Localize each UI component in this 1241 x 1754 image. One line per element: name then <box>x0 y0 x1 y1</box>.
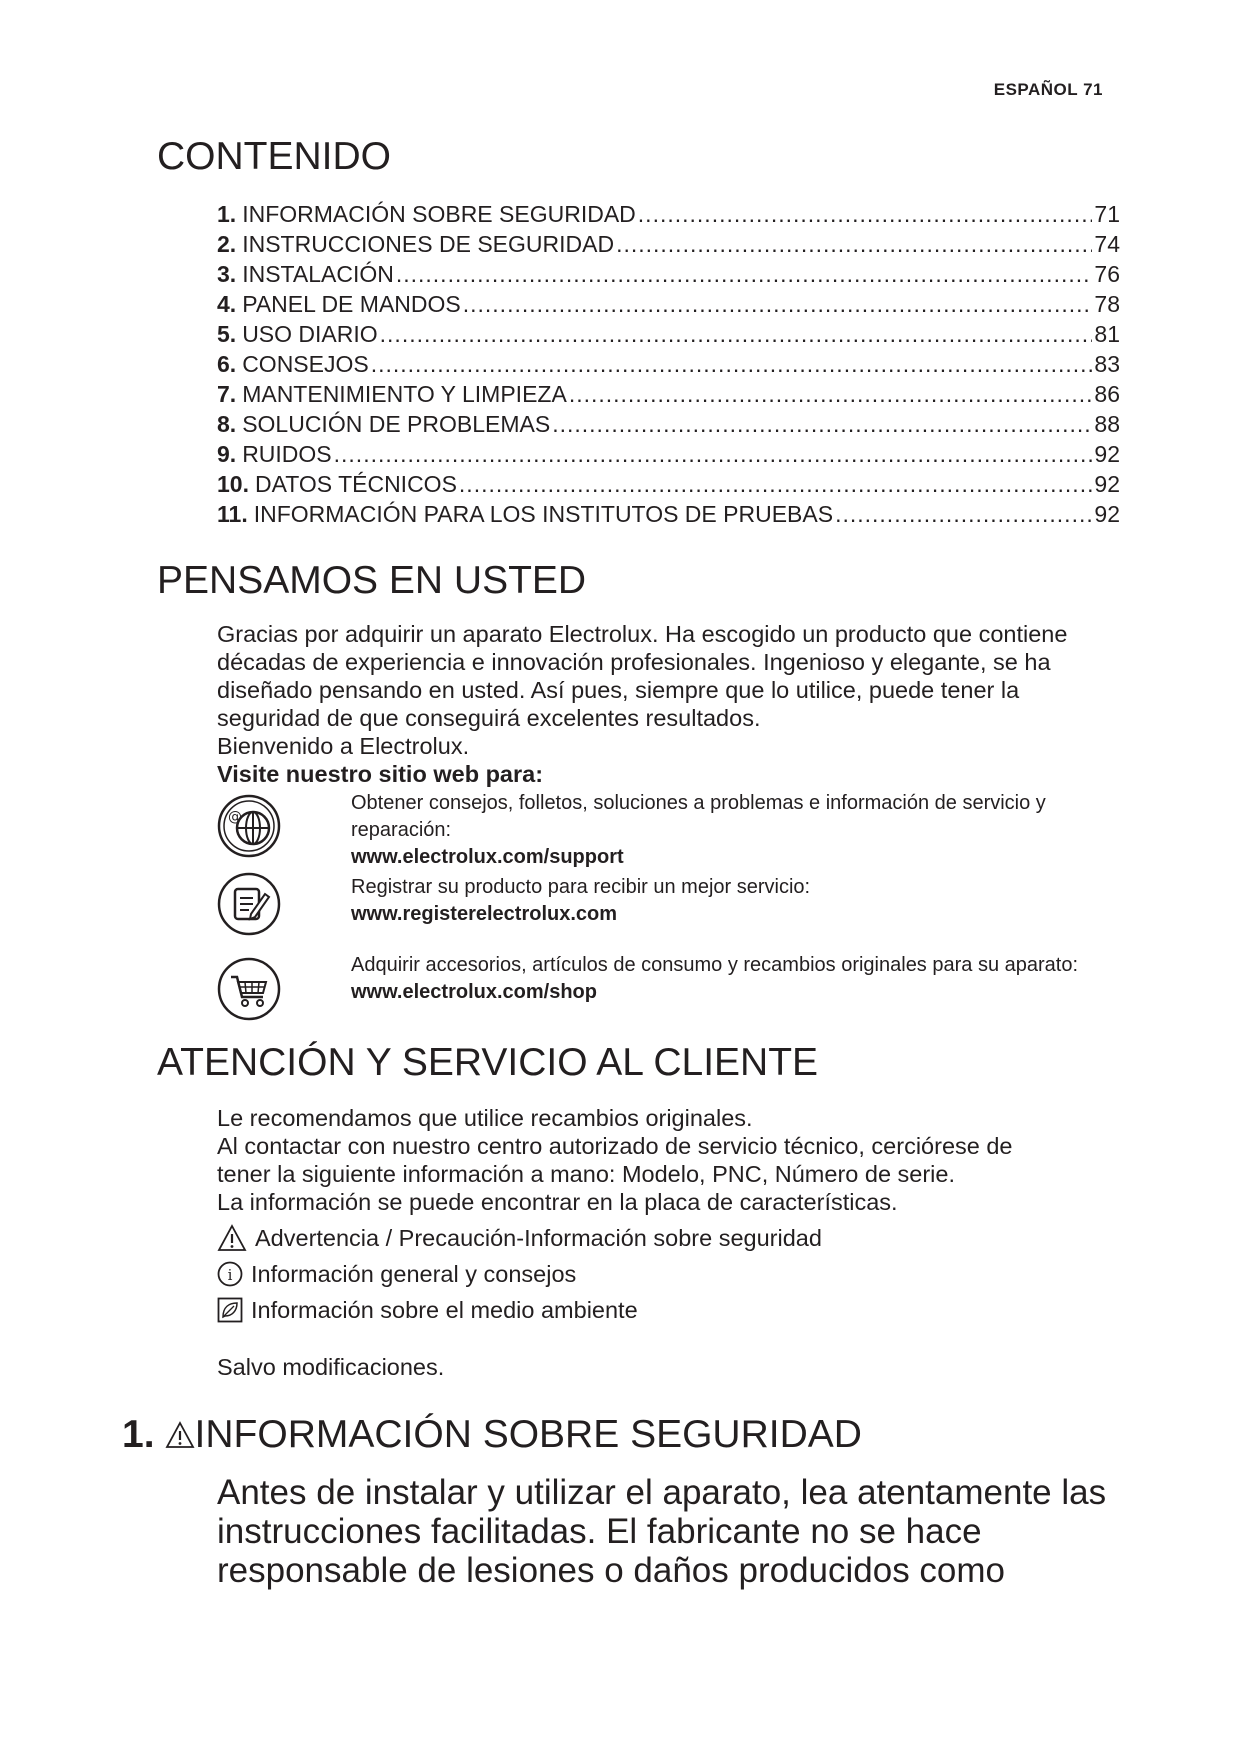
toc-item[interactable]: 3. INSTALACIÓN ..... 76 <box>217 259 1120 289</box>
safety-number: 1. <box>122 1413 155 1456</box>
warning-icon <box>217 1224 247 1252</box>
contents-title: CONTENIDO <box>157 135 391 178</box>
toc-item[interactable]: 4. PANEL DE MANDOS ..... 78 <box>217 289 1120 319</box>
note-text: Salvo modificaciones. <box>217 1354 445 1380</box>
toc-item[interactable]: 7. MANTENIMIENTO Y LIMPIEZA ..... 86 <box>217 379 1120 409</box>
legend-info: i Información general y consejos <box>217 1256 822 1292</box>
table-of-contents <box>217 199 1120 529</box>
symbol-legend <box>217 1220 822 1328</box>
cart-icon <box>217 957 281 1021</box>
support-link[interactable]: www.electrolux.com/support <box>351 846 624 868</box>
toc-item[interactable]: 8. SOLUCIÓN DE PROBLEMAS ..... 88 <box>217 409 1120 439</box>
warning-icon <box>165 1421 195 1449</box>
shop-link[interactable]: www.electrolux.com/shop <box>351 981 597 1003</box>
toc-item[interactable]: 11. INFORMACIÓN PARA LOS INSTITUTOS DE PRUEBAS ..... 92 <box>217 499 1120 529</box>
legend-warning: Advertencia / Precaución-Información sobre seguridad <box>217 1220 822 1256</box>
safety-intro: Antes de instalar y utilizar el aparato, lea atentamente las instrucciones facilitadas. El fabricante no se hace responsable de lesiones o daños producidos como <box>217 1473 1107 1590</box>
service-title: ATENCIÓN Y SERVICIO AL CLIENTE <box>157 1041 819 1084</box>
globe-icon <box>217 794 281 858</box>
leaf-icon <box>217 1297 243 1323</box>
register-link[interactable]: www.registerelectrolux.com <box>351 903 618 925</box>
service-text: Le recomendamos que utilice recambios originales. Al contactar con nuestro centro autorizado de servicio técnico, cerciórese de tener la siguiente información a mano: Modelo, PNC, Número de serie. La información se puede encontrar en la placa de características. <box>217 1105 1013 1215</box>
thinking-title: PENSAMOS EN USTED <box>157 559 587 602</box>
toc-item[interactable]: 6. CONSEJOS ..... 83 <box>217 349 1120 379</box>
safety-heading <box>122 1415 862 1454</box>
info-icon <box>217 1261 243 1287</box>
page-header: ESPAÑOL 71 <box>993 80 1103 99</box>
toc-item[interactable]: 1. INFORMACIÓN SOBRE SEGURIDAD ..... 71 <box>217 199 1120 229</box>
thinking-text: Gracias por adquirir un aparato Electrolux. Ha escogido un producto que contiene décadas de experiencia e innovación profesionales. Ingenioso y elegante, se ha diseñado pensando en usted. Así pues, siempre que lo utilice, puede tener la seguridad de que conseguirá excelentes resultados. Bienvenido a Electrolux. Visite nuestro sitio web para: <box>217 620 1137 788</box>
legend-environment: Información sobre el medio ambiente <box>217 1292 822 1328</box>
toc-item[interactable]: 9. RUIDOS ..... 92 <box>217 439 1120 469</box>
register-icon <box>217 872 281 936</box>
safety-title: INFORMACIÓN SOBRE SEGURIDAD <box>194 1413 862 1456</box>
toc-item[interactable]: 5. USO DIARIO ..... 81 <box>217 319 1120 349</box>
svg-text:i: i <box>227 1266 233 1284</box>
svg-text:@: @ <box>228 809 242 825</box>
toc-item[interactable]: 2. INSTRUCCIONES DE SEGURIDAD ..... 74 <box>217 229 1120 259</box>
visit-label: Visite nuestro sitio web para: <box>217 761 544 787</box>
toc-item[interactable]: 10. DATOS TÉCNICOS ..... 92 <box>217 469 1120 499</box>
